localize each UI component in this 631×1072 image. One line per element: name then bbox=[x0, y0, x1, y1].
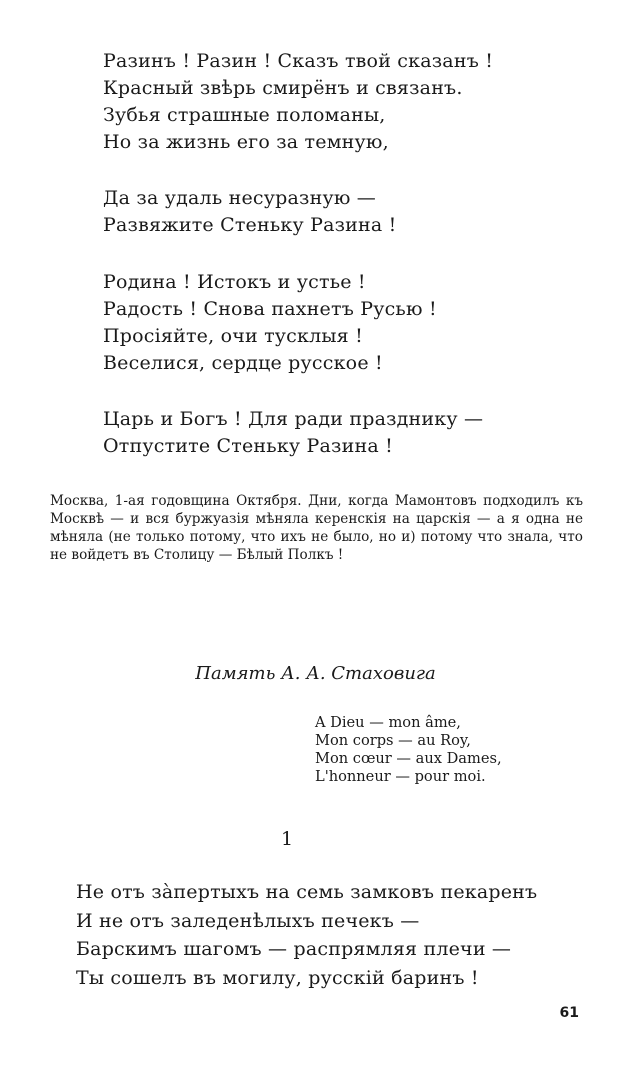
poem-line: Барскимъ шагомъ — распрямляя плечи — bbox=[76, 938, 512, 960]
epigraph-line: Mon cœur — aux Dames, bbox=[315, 750, 502, 767]
epigraph-line: Mon corps — au Roy, bbox=[315, 732, 471, 749]
poem-line: И не отъ заледенѣлыхъ печекъ — bbox=[76, 909, 420, 932]
poem-date-note: Москва, 1-ая годовщина Октября. Дни, когда Мамонтовъ подходилъ къ Москвѣ — и вся буржуазія мѣняла керенскія на царскія — а я одна не мѣняла (не только потому, что ихъ не было, но и) потому что знала, что не войдетъ въ Столицу — Бѣлый Полкъ ! bbox=[50, 493, 583, 563]
stanza-3 bbox=[103, 269, 437, 377]
page-number: 61 bbox=[559, 1005, 579, 1021]
poem-line: Ты сошелъ въ могилу, русскій баринъ ! bbox=[76, 966, 479, 989]
poem-line: Красный звѣрь смирёнъ и связанъ. bbox=[103, 77, 463, 99]
poem-line: Родина ! Истокъ и устье ! bbox=[103, 271, 366, 293]
stanza-4 bbox=[103, 406, 483, 460]
section-number: 1 bbox=[280, 828, 294, 850]
poem-line: Разинъ ! Разин ! Сказъ твой сказанъ ! bbox=[103, 50, 494, 72]
poem-line: Не отъ зàпертыхъ на семь замковъ пекаренъ bbox=[76, 881, 538, 903]
epigraph-line: L'honneur — pour moi. bbox=[315, 768, 486, 785]
poem-line: Веселися, сердце русское ! bbox=[103, 352, 383, 374]
stanza-next-poem bbox=[76, 878, 537, 992]
poem-line: Царь и Богъ ! Для ради празднику — bbox=[103, 408, 484, 430]
poem-line: Зубья страшные поломаны, bbox=[103, 104, 386, 126]
stanza-1 bbox=[103, 48, 493, 156]
poem-line: Да за удаль несуразную — bbox=[103, 187, 377, 209]
poem-line: Радость ! Снова пахнетъ Русью ! bbox=[103, 298, 437, 320]
dedication-title: Память А. А. Стаховига bbox=[195, 663, 436, 684]
poem-line: Но за жизнь его за темную, bbox=[103, 131, 389, 153]
epigraph bbox=[315, 714, 502, 786]
poem-line: Развяжите Стеньку Разина ! bbox=[103, 214, 397, 236]
poem-line: Просіяйте, очи тусклыя ! bbox=[103, 325, 363, 347]
poem-line: Отпустите Стеньку Разина ! bbox=[103, 435, 393, 457]
stanza-2 bbox=[103, 185, 397, 239]
epigraph-line: A Dieu — mon âme, bbox=[315, 714, 461, 731]
